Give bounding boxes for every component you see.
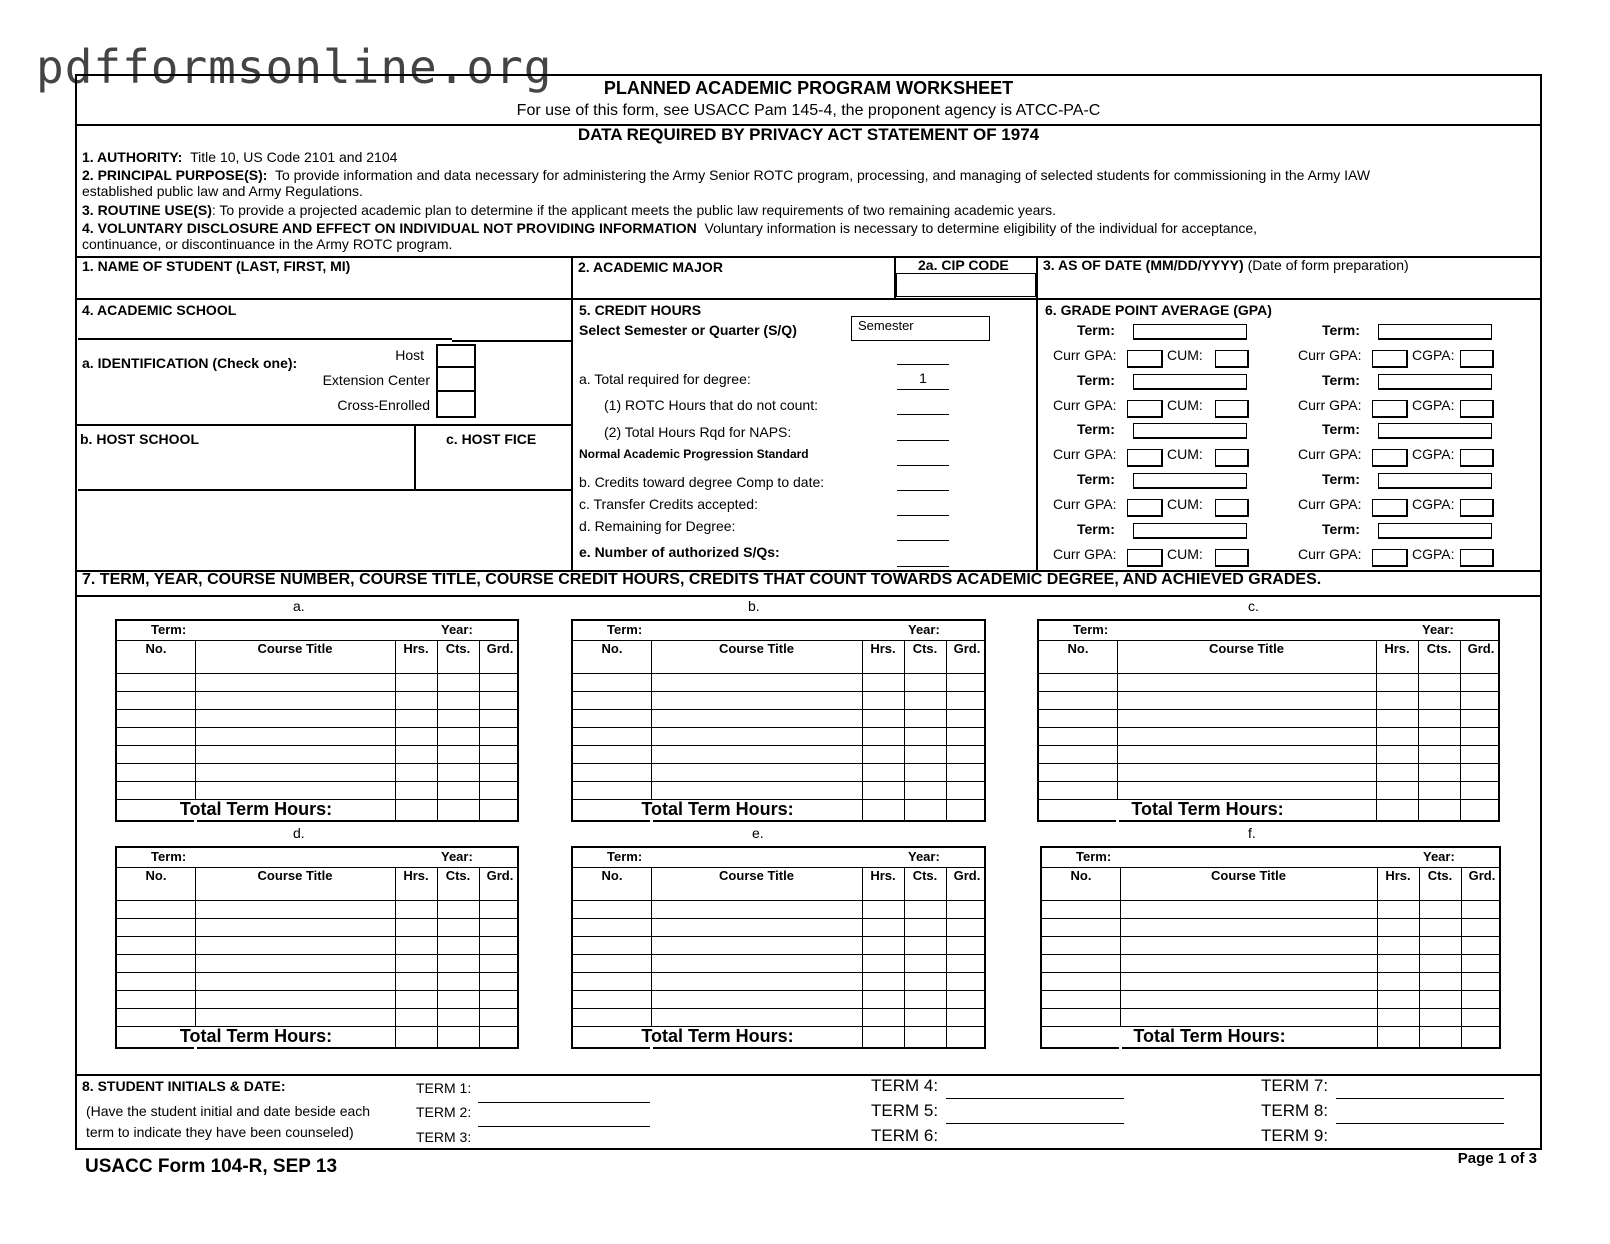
table-column-rule [1376,640,1377,820]
form-subtitle: For use of this form, see USACC Pam 145-4, the proponent agency is ATCC-PA-C [516,102,1101,119]
table-column-rule [904,867,905,1047]
major-label: 2. ACADEMIC MAJOR [578,259,723,275]
gpa-term-field[interactable] [1133,374,1247,390]
table-year-label: Year: [441,849,473,864]
table-row[interactable] [117,900,517,901]
gpa-curr-field[interactable] [1372,499,1408,517]
gpa-cum-label: CGPA: [1412,347,1455,363]
term-table [571,619,986,822]
table-year-label: Year: [1423,849,1455,864]
table-column-rule [1377,867,1378,1047]
table-column-rule [1117,640,1118,820]
gpa-curr-label: Curr GPA: [1053,446,1117,462]
table-row[interactable] [573,781,984,782]
table-row[interactable] [117,727,517,728]
gpa-cum-field[interactable] [1215,400,1249,418]
section7-title: 7. TERM, YEAR, COURSE NUMBER, COURSE TITLE, COURSE CREDIT HOURS, CREDITS THAT COUNT TOWARDS ACADEMIC DEGREE, AND ACHIEVED GRADES. [82,571,1322,588]
ident-extension-label: Extension Center [322,372,430,388]
credits-toward-label: b. Credits toward degree Comp to date: [579,474,825,490]
gpa-curr-field[interactable] [1127,449,1163,467]
host-fice-label: c. HOST FICE [446,431,537,447]
gpa-curr-field[interactable] [1127,549,1163,567]
col-title-label: Course Title [1211,868,1286,883]
table-term-label: Term: [151,622,187,637]
table-column-rule [862,640,863,820]
col-grd-label: Grd. [486,868,514,883]
table-row[interactable] [117,745,517,746]
gpa-curr-label: Curr GPA: [1298,347,1362,363]
gpa-title: 6. GRADE POINT AVERAGE (GPA) [1045,302,1272,318]
term-initials-label: TERM 4: [871,1076,939,1095]
table-row[interactable] [573,709,984,710]
gpa-curr-label: Curr GPA: [1298,546,1362,562]
table-year-label: Year: [908,622,940,637]
col-no-label: No. [145,641,167,656]
ident-host-label: Host [395,347,424,363]
table-column-rule [651,867,652,1047]
table-row[interactable] [117,673,517,674]
gpa-term-field[interactable] [1378,523,1492,539]
col-no-label: No. [601,868,623,883]
col-cts-label: Cts. [1426,641,1452,656]
divider [452,340,571,342]
gpa-curr-label: Curr GPA: [1298,446,1362,462]
table-row[interactable] [117,763,517,764]
table-term-label: Term: [1073,622,1109,637]
authority-text: Title 10, US Code 2101 and 2104 [190,149,398,165]
credit-title: 5. CREDIT HOURS [579,302,702,318]
term-initials-field[interactable] [1336,1098,1504,1099]
asof-label: 3. AS OF DATE (MM/DD/YYYY) [1043,257,1244,273]
divider [414,424,416,489]
table-letter: f. [1248,825,1256,841]
term-table [1040,846,1501,1049]
table-row[interactable] [573,763,984,764]
authorized-label: e. Number of authorized S/Qs: [579,544,780,560]
table-row[interactable] [573,900,984,901]
table-column-rule [1461,867,1462,1047]
term-initials-label: TERM 1: [416,1080,472,1096]
table-column-rule [195,640,196,820]
watermark: pdfformsonline.org [36,40,553,94]
table-column-rule [1418,640,1419,820]
gpa-curr-label: Curr GPA: [1053,546,1117,562]
total-term-hours-label: Total Term Hours: [1131,799,1284,819]
gpa-curr-label: Curr GPA: [1298,496,1362,512]
credits-toward-field[interactable] [897,490,949,491]
term-initials-label: TERM 6: [871,1126,939,1145]
term-initials-field[interactable] [478,1102,650,1103]
voluntary-text: Voluntary information is necessary to determine eligibility of the individual for acceptance, [704,220,1258,236]
table-row[interactable] [573,936,984,937]
remaining-field[interactable] [897,540,949,541]
section8-note-2: term to indicate they have been counseled) [86,1124,354,1140]
table-letter: a. [293,598,305,614]
gpa-cum-field[interactable] [1215,350,1249,368]
table-letter: b. [748,598,760,614]
gpa-curr-field[interactable] [1372,400,1408,418]
col-no-label: No. [145,868,167,883]
gpa-term-label: Term: [1322,372,1360,388]
form-title: PLANNED ACADEMIC PROGRAM WORKSHEET [603,78,1014,98]
gpa-cum-label: CUM: [1167,546,1203,562]
asof-field[interactable] [1038,276,1538,296]
table-row[interactable] [117,918,517,919]
page-number: Page 1 of 3 [1457,1150,1537,1167]
col-hrs-label: Hrs. [403,641,429,656]
divider [78,338,452,340]
host-school-label: b. HOST SCHOOL [80,431,199,447]
gpa-cum-label: CUM: [1167,347,1203,363]
term-initials-label: TERM 9: [1261,1126,1329,1145]
gpa-curr-field[interactable] [1372,449,1408,467]
gpa-cum-label: CUM: [1167,496,1203,512]
table-column-rule [395,867,396,1047]
divider [1036,256,1038,572]
rotc-hours-label: (1) ROTC Hours that do not count: [604,397,818,413]
authority-line [82,149,397,165]
semester-quarter-select[interactable]: Semester [851,316,990,341]
table-row[interactable] [1039,763,1498,764]
table-column-rule [946,640,947,820]
voluntary-line [82,220,1257,236]
gpa-cgpa-field[interactable] [1460,350,1494,368]
table-row[interactable] [1039,673,1498,674]
table-letter: d. [293,825,305,841]
gpa-term-label: Term: [1077,421,1115,437]
table-column-rule [437,640,438,820]
gpa-curr-field[interactable] [1372,549,1408,567]
total-required-underline [897,389,949,390]
gpa-cum-label: CGPA: [1412,496,1455,512]
gpa-curr-label: Curr GPA: [1053,347,1117,363]
total-term-hours-label: Total Term Hours: [1133,1026,1286,1046]
privacy-title: DATA REQUIRED BY PRIVACY ACT STATEMENT OF 1974 [577,125,1040,144]
table-row[interactable] [573,727,984,728]
col-title-label: Course Title [257,868,333,883]
table-column-rule [395,640,396,820]
gpa-term-label: Term: [1322,421,1360,437]
transfer-label: c. Transfer Credits accepted: [579,496,758,512]
gpa-cum-field[interactable] [1215,449,1249,467]
ident-extension-checkbox[interactable] [436,368,476,392]
table-column-rule [479,867,480,1047]
col-title-label: Course Title [1209,641,1284,656]
naps-hours-field[interactable] [897,440,949,441]
gpa-cum-field[interactable] [1215,499,1249,517]
gpa-term-field[interactable] [1378,324,1492,340]
divider [75,595,1542,597]
routine-line [82,202,1056,218]
credit-select-label: Select Semester or Quarter (S/Q) [579,322,797,338]
col-title-label: Course Title [257,641,333,656]
table-term-label: Term: [607,849,643,864]
table-year-label: Year: [1422,622,1454,637]
gpa-cum-label: CGPA: [1412,446,1455,462]
col-grd-label: Grd. [953,641,981,656]
gpa-term-label: Term: [1077,471,1115,487]
gpa-cgpa-field[interactable] [1460,449,1494,467]
table-row[interactable] [117,936,517,937]
table-row[interactable] [1042,918,1499,919]
gpa-term-label: Term: [1322,471,1360,487]
col-hrs-label: Hrs. [403,868,429,883]
table-row[interactable] [117,954,517,955]
remaining-label: d. Remaining for Degree: [579,518,736,534]
divider [571,256,573,572]
section8-title: 8. STUDENT INITIALS & DATE: [82,1078,286,1094]
col-no-label: No. [1067,641,1089,656]
asof-note: (Date of form preparation) [1247,257,1409,273]
table-row[interactable] [1042,936,1499,937]
cip-label: 2a. CIP CODE [918,257,1009,273]
term-initials-field[interactable] [478,1126,650,1127]
table-row[interactable] [1039,781,1498,782]
col-hrs-label: Hrs. [1385,868,1411,883]
table-row[interactable] [573,918,984,919]
table-row[interactable] [117,1008,517,1009]
total-required-label: a. Total required for degree: [579,371,751,387]
cip-field[interactable] [896,273,1036,297]
table-letter: c. [1248,598,1259,614]
gpa-term-label: Term: [1077,322,1115,338]
col-hrs-label: Hrs. [870,641,896,656]
term-initials-label: TERM 7: [1261,1076,1329,1095]
col-no-label: No. [601,641,623,656]
naps-hours-label: (2) Total Hours Rqd for NAPS: [604,424,792,440]
table-row[interactable] [1042,1008,1499,1009]
term-table [1037,619,1500,822]
gpa-term-field[interactable] [1133,324,1247,340]
purpose-line [82,167,1370,183]
table-column-rule [1419,867,1420,1047]
term-initials-field[interactable] [946,1123,1124,1124]
table-row[interactable] [117,990,517,991]
table-row[interactable] [1042,900,1499,901]
gpa-curr-label: Curr GPA: [1053,496,1117,512]
gpa-term-field[interactable] [1133,423,1247,439]
col-cts-label: Cts. [912,641,938,656]
gpa-curr-field[interactable] [1127,350,1163,368]
asof-line [1043,257,1409,273]
col-grd-label: Grd. [953,868,981,883]
gpa-term-label: Term: [1322,521,1360,537]
total-term-hours-label: Total Term Hours: [179,1026,333,1046]
divider [75,424,571,426]
divider [78,489,571,491]
table-row[interactable] [573,990,984,991]
gpa-cgpa-field[interactable] [1460,400,1494,418]
gpa-cum-label: CGPA: [1412,546,1455,562]
gpa-curr-label: Curr GPA: [1053,397,1117,413]
gpa-cgpa-field[interactable] [1460,499,1494,517]
term-table [571,846,986,1049]
school-label: 4. ACADEMIC SCHOOL [82,302,237,318]
table-term-label: Term: [1076,849,1112,864]
table-column-rule [195,867,196,1047]
table-row[interactable] [573,972,984,973]
term-initials-field[interactable] [946,1148,1124,1149]
table-year-label: Year: [441,622,473,637]
gpa-term-field[interactable] [1378,473,1492,489]
col-grd-label: Grd. [486,641,514,656]
routine-text: : To provide a projected academic plan to determine if the applicant meets the public law requirements of two remaining academic years. [211,202,1056,218]
purpose-label: 2. PRINCIPAL PURPOSE(S): [82,167,268,183]
table-column-rule [437,867,438,1047]
gpa-cum-label: CUM: [1167,397,1203,413]
table-row[interactable] [573,954,984,955]
term-initials-label: TERM 2: [416,1104,472,1120]
table-year-label: Year: [908,849,940,864]
voluntary-text-2: continuance, or discontinuance in the Army ROTC program. [82,236,453,252]
gpa-curr-field[interactable] [1127,400,1163,418]
gpa-term-label: Term: [1322,322,1360,338]
purpose-text: To provide information and data necessary for administering the Army Senior ROTC program, processing, and managing of selected students for commissioning in the Army IAW [274,167,1371,183]
naps-standard-field[interactable] [897,465,949,466]
table-row[interactable] [573,673,984,674]
name-field[interactable] [78,276,567,296]
col-grd-label: Grd. [1467,641,1495,656]
col-cts-label: Cts. [1427,868,1453,883]
gpa-curr-field[interactable] [1372,350,1408,368]
table-row[interactable] [1042,972,1499,973]
rotc-hours-field[interactable] [897,414,949,415]
table-row[interactable] [1039,691,1498,692]
routine-label: 3. ROUTINE USE(S) [82,202,212,218]
term-initials-label: TERM 5: [871,1101,939,1120]
gpa-term-field[interactable] [1133,523,1247,539]
col-cts-label: Cts. [445,868,471,883]
col-hrs-label: Hrs. [870,868,896,883]
table-letter: e. [752,825,764,841]
table-row[interactable] [117,709,517,710]
ident-cross-label: Cross-Enrolled [337,397,430,413]
divider [75,298,1542,300]
col-title-label: Course Title [719,868,794,883]
term-initials-field[interactable] [1336,1148,1504,1149]
gpa-cum-label: CGPA: [1412,397,1455,413]
gpa-term-field[interactable] [1378,374,1492,390]
gpa-term-field[interactable] [1378,423,1492,439]
authority-label: 1. AUTHORITY: [82,149,183,165]
table-row[interactable] [1039,709,1498,710]
transfer-field[interactable] [897,515,949,516]
table-column-rule [479,640,480,820]
naps-standard-label: Normal Academic Progression Standard [579,447,809,461]
table-row[interactable] [1042,954,1499,955]
ident-cross-checkbox[interactable] [436,392,476,418]
total-required-field[interactable]: 1 [919,370,927,386]
table-row[interactable] [573,1008,984,1009]
gpa-term-field[interactable] [1133,473,1247,489]
term-initials-label: TERM 8: [1261,1101,1329,1120]
gpa-term-label: Term: [1077,372,1115,388]
table-row[interactable] [1039,745,1498,746]
name-label: 1. NAME OF STUDENT (LAST, FIRST, MI) [82,258,351,274]
term-table [115,846,519,1049]
col-hrs-label: Hrs. [1384,641,1410,656]
gpa-curr-label: Curr GPA: [1298,397,1362,413]
table-term-label: Term: [607,622,643,637]
voluntary-label: 4. VOLUNTARY DISCLOSURE AND EFFECT ON INDIVIDUAL NOT PROVIDING INFORMATION [82,220,697,236]
col-title-label: Course Title [719,641,794,656]
ident-label: a. IDENTIFICATION (Check one): [82,355,298,371]
gpa-cum-label: CUM: [1167,446,1203,462]
table-term-label: Term: [151,849,187,864]
purpose-text-2: established public law and Army Regulations. [82,183,363,199]
col-cts-label: Cts. [445,641,471,656]
term-table [115,619,519,822]
table-row[interactable] [1039,727,1498,728]
ident-host-checkbox[interactable] [436,344,476,368]
table-row[interactable] [117,781,517,782]
term-initials-label: TERM 3: [416,1129,472,1145]
table-column-rule [946,867,947,1047]
table-column-rule [862,867,863,1047]
table-row[interactable] [573,691,984,692]
form-id: USACC Form 104-R, SEP 13 [85,1156,338,1177]
total-term-hours-label: Total Term Hours: [641,799,794,819]
table-row[interactable] [117,972,517,973]
col-cts-label: Cts. [912,868,938,883]
col-grd-label: Grd. [1468,868,1496,883]
term-initials-field[interactable] [946,1098,1124,1099]
total-term-hours-label: Total Term Hours: [179,799,333,819]
total-term-hours-label: Total Term Hours: [641,1026,794,1046]
term-initials-field[interactable] [1336,1123,1504,1124]
gpa-curr-field[interactable] [1127,499,1163,517]
table-row[interactable] [117,691,517,692]
table-column-rule [651,640,652,820]
total-required-line [897,364,949,365]
gpa-cgpa-field[interactable] [1460,549,1494,567]
table-column-rule [904,640,905,820]
authorized-field[interactable] [897,566,949,567]
table-column-rule [1460,640,1461,820]
col-no-label: No. [1070,868,1092,883]
gpa-term-label: Term: [1077,521,1115,537]
table-column-rule [1120,867,1121,1047]
table-row[interactable] [1042,990,1499,991]
table-row[interactable] [573,745,984,746]
gpa-cum-field[interactable] [1215,549,1249,567]
section8-note-1: (Have the student initial and date beside each [86,1103,371,1119]
